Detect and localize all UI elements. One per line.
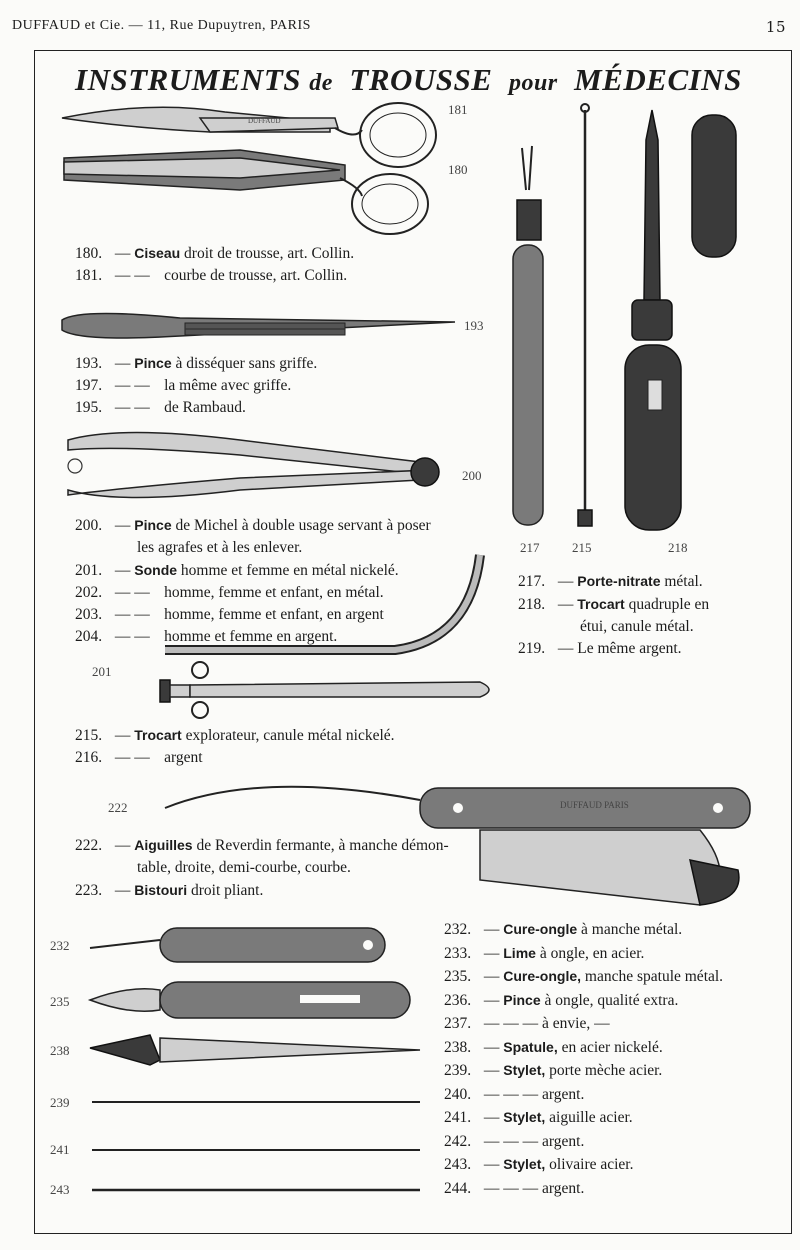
item-number: 236. (444, 991, 472, 1009)
legend-line: 201. — Sonde homme et femme en métal nickelé. (75, 559, 431, 582)
item-desc: homme, femme et enfant, en métal. (164, 584, 384, 601)
legend-line: 223. — Bistouri droit pliant. (75, 879, 449, 902)
item-desc: de Rambaud. (164, 399, 246, 416)
figure-number: 217 (520, 540, 540, 555)
legend-line: 180. — Ciseau droit de trousse, art. Collin. (75, 242, 354, 265)
figure-number: 222 (108, 800, 128, 815)
item-number: 218. (518, 596, 546, 613)
item-number: 243. (444, 1156, 472, 1173)
page-header: DUFFAUD et Cie. — 11, Rue Dupuytren, PARIS (12, 18, 311, 33)
item-number: 239. (444, 1062, 472, 1079)
maker-stamp: DUFFAUD PARIS (560, 800, 629, 810)
figure-number: 218 (668, 540, 688, 555)
legend-line: 232. — Cure-ongle à manche métal. (444, 918, 723, 942)
michel-pliers-illustration (68, 433, 439, 498)
legend-line: 219. — Le même argent. (518, 638, 709, 660)
item-desc: — argent. (522, 1085, 585, 1103)
legend-sondes (75, 514, 431, 648)
item-desc: à manche métal. (581, 921, 683, 938)
cure-ongle-illustration (90, 928, 385, 962)
legend-line: 217. — Porte-nitrate métal. (518, 570, 709, 593)
legend-line: 240. — — — argent. (444, 1083, 723, 1107)
porte-nitrate-illustration (513, 146, 543, 525)
legend-line: 233. — Lime à ongle, en acier. (444, 942, 723, 966)
item-desc: table, droite, demi-courbe, courbe. (137, 859, 351, 876)
item-name: Spatule, (503, 1038, 558, 1055)
item-name: — (134, 584, 150, 601)
item-desc: aiguille acier. (549, 1109, 633, 1126)
trocart-quadruple-illustration (625, 110, 736, 530)
item-number: 235. (444, 968, 472, 985)
legend-line: 222. — Aiguilles de Reverdin fermante, à manche démon- (75, 834, 449, 857)
figure-number: 181 (448, 102, 468, 117)
item-name: — (134, 749, 150, 766)
item-desc: manche spatule métal. (584, 968, 724, 985)
item-desc: olivaire acier. (549, 1156, 634, 1173)
item-desc: droit pliant. (191, 882, 264, 899)
figure-number: 238 (50, 1043, 70, 1058)
item-desc: — à envie, — (522, 1015, 610, 1032)
item-desc: à ongle, en acier. (539, 944, 645, 962)
figure-number: 232 (50, 938, 70, 953)
item-desc: quadruple en (628, 596, 710, 613)
item-name: Bistouri (134, 882, 188, 898)
legend-line: 193. — Pince à disséquer sans griffe. (75, 352, 317, 375)
legend-line: 200. — Pince de Michel à double usage servant à poser (75, 514, 431, 537)
item-desc: étui, canule métal. (580, 618, 694, 635)
figure-number: 243 (50, 1182, 70, 1197)
legend-line: 197. — — la même avec griffe. (75, 375, 317, 397)
item-number: 180. (75, 245, 103, 262)
item-name: — (134, 267, 150, 284)
item-name: Porte-nitrate (577, 573, 661, 589)
legend-line: 236. — Pince à ongle, qualité extra. (444, 989, 723, 1013)
bistouri-illustration (480, 830, 739, 905)
item-number: 197. (75, 377, 103, 394)
item-number: 216. (75, 749, 103, 766)
item-name: — (503, 1179, 519, 1197)
item-name: Trocart (134, 727, 182, 743)
figure-number: 201 (92, 664, 112, 679)
item-name: Ciseau (134, 245, 181, 261)
maker-stamp: DUFFAUD (248, 117, 281, 125)
item-name: — (503, 1085, 519, 1103)
item-desc: à disséquer sans griffe. (175, 355, 318, 372)
item-desc: à ongle, qualité extra. (544, 991, 679, 1009)
item-number: 195. (75, 399, 103, 416)
item-desc: homme, femme et enfant, en argent (164, 606, 384, 623)
figure-number: 241 (50, 1142, 70, 1157)
item-number: 223. (75, 882, 103, 899)
item-name: Cure-ongle, (503, 968, 582, 984)
item-number: 244. (444, 1179, 472, 1197)
spatule-illustration (90, 1035, 420, 1065)
legend-line: 203. — — homme, femme et enfant, en argent (75, 604, 431, 626)
legend-line: 244. — — — argent. (444, 1177, 723, 1201)
item-desc: de Reverdin fermante, à manche démon- (196, 837, 449, 854)
item-number: 215. (75, 727, 103, 744)
item-desc: homme et femme en argent. (164, 628, 338, 645)
item-number: 217. (518, 573, 546, 590)
title-word: pour (508, 70, 558, 96)
item-name: Aiguilles (134, 837, 193, 853)
item-name: Pince (134, 355, 172, 371)
legend-line: 241. — Stylet, aiguille acier. (444, 1106, 723, 1130)
legend-line: 195. — — de Rambaud. (75, 397, 317, 419)
legend-ongles (444, 918, 723, 1200)
item-desc: Le même argent. (577, 640, 682, 657)
item-number: 204. (75, 628, 103, 645)
item-number: 202. (75, 584, 103, 601)
item-name: Stylet, (503, 1109, 546, 1125)
legend-line: 235. — Cure-ongle, manche spatule métal. (444, 965, 723, 989)
item-name: — (134, 606, 150, 623)
legend-line: 216. — — argent (75, 747, 395, 769)
title-word: TROUSSE (349, 62, 493, 97)
item-desc: porte mèche acier. (549, 1062, 663, 1079)
item-name: Cure-ongle (503, 921, 578, 937)
legend-ciseaux (75, 242, 354, 287)
item-number: 237. (444, 1015, 472, 1032)
trocart-explorateur-illustration (160, 662, 489, 718)
item-desc: — argent. (522, 1179, 585, 1197)
legend-line: 181. — — courbe de trousse, art. Collin. (75, 265, 354, 287)
probe-illustration (578, 104, 592, 526)
legend-porte-nitrate (518, 570, 709, 660)
title-word: de (309, 70, 333, 96)
reverdin-needle-illustration (165, 787, 750, 828)
legend-pinces (75, 352, 317, 419)
item-number: 181. (75, 267, 103, 284)
legend-line: 237. — — — à envie, — (444, 1012, 723, 1036)
figure-number: 239 (50, 1095, 70, 1110)
legend-trocart (75, 724, 395, 769)
legend-line: 204. — — homme et femme en argent. (75, 626, 431, 648)
figure-number: 215 (572, 540, 592, 555)
item-number: 232. (444, 921, 472, 938)
item-name: Lime (503, 944, 536, 961)
item-name: Pince (134, 517, 172, 533)
item-desc: argent (164, 749, 203, 766)
figure-number: 235 (50, 994, 70, 1009)
legend-line: 243. — Stylet, olivaire acier. (444, 1153, 723, 1177)
item-desc: courbe de trousse, art. Collin. (164, 267, 348, 284)
legend-line (518, 616, 709, 638)
figure-number: 193 (464, 318, 484, 333)
item-name: Stylet, (503, 1156, 546, 1172)
item-desc: métal. (664, 573, 703, 590)
straight-scissors-illustration (64, 150, 428, 234)
item-number: 233. (444, 944, 472, 962)
legend-line: 218. — Trocart quadruple en (518, 593, 709, 616)
item-name: Trocart (577, 596, 625, 612)
legend-line: 215. — Trocart explorateur, canule métal nickelé. (75, 724, 395, 747)
item-number: 222. (75, 837, 103, 854)
item-name: — (503, 1132, 519, 1150)
item-number: 238. (444, 1038, 472, 1056)
item-number: 219. (518, 640, 546, 657)
item-desc: droit de trousse, art. Collin. (184, 245, 355, 262)
item-name: — (134, 399, 150, 416)
item-number: 240. (444, 1085, 472, 1103)
item-desc: en acier nickelé. (561, 1038, 663, 1056)
legend-line: 238. — Spatule, en acier nickelé. (444, 1036, 723, 1060)
legend-line (75, 537, 431, 559)
item-name: Stylet, (503, 1062, 546, 1078)
figure-number: 180 (448, 162, 468, 177)
legend-aiguilles (75, 834, 449, 902)
item-number: 193. (75, 355, 103, 372)
title-word: MÉDECINS (574, 62, 742, 97)
item-name: Pince (503, 991, 541, 1008)
item-number: 242. (444, 1132, 472, 1150)
spatule-cure-ongle-illustration (90, 982, 410, 1018)
item-desc: — argent. (522, 1132, 585, 1150)
item-name: — (134, 377, 150, 394)
legend-line (75, 857, 449, 879)
legend-line: 242. — — — argent. (444, 1130, 723, 1154)
item-name: — (503, 1015, 519, 1032)
item-number: 203. (75, 606, 103, 623)
item-name: Sonde (134, 562, 178, 578)
title-word: INSTRUMENTS (75, 62, 301, 97)
item-number: 241. (444, 1109, 472, 1126)
item-name: — (134, 628, 150, 645)
legend-line: 202. — — homme, femme et enfant, en métal. (75, 582, 431, 604)
dissecting-forceps-illustration (62, 313, 455, 338)
item-desc: de Michel à double usage servant à poser (175, 517, 431, 534)
legend-line: 239. — Stylet, porte mèche acier. (444, 1059, 723, 1083)
item-desc: la même avec griffe. (164, 377, 292, 394)
figure-number: 200 (462, 468, 482, 483)
item-number: 201. (75, 562, 103, 579)
item-desc: explorateur, canule métal nickelé. (185, 727, 395, 744)
item-desc: les agrafes et à les enlever. (137, 539, 303, 556)
item-number: 200. (75, 517, 103, 534)
page-number: 15 (765, 18, 786, 36)
item-desc: homme et femme en métal nickelé. (180, 562, 399, 579)
